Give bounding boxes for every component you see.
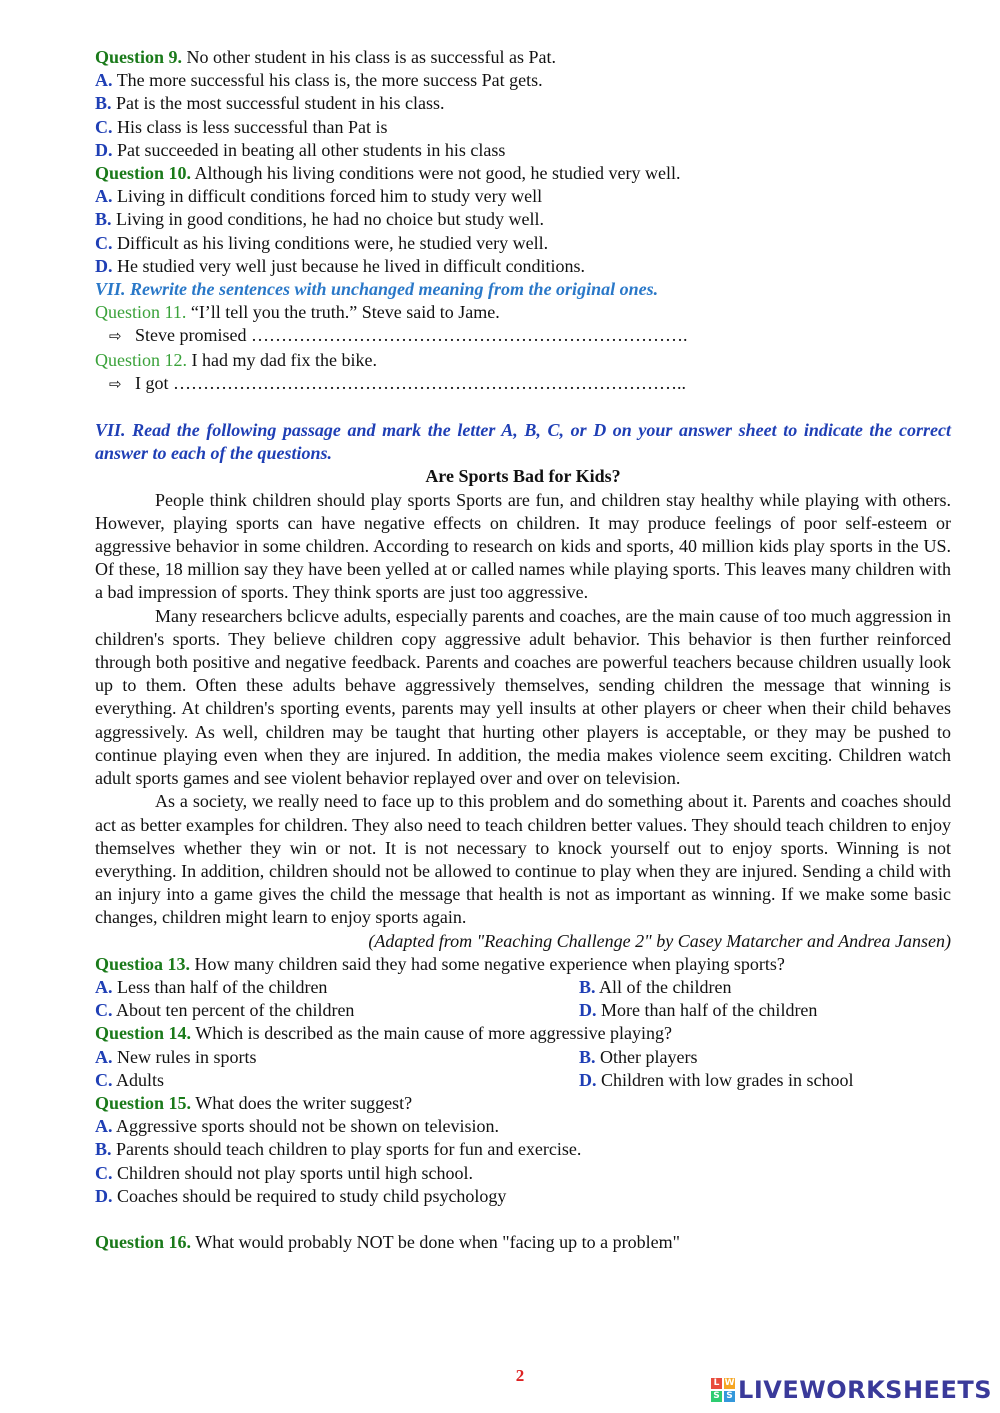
option-d[interactable]	[579, 999, 817, 1022]
option-a[interactable]	[95, 976, 579, 999]
option-a[interactable]	[95, 1115, 951, 1138]
option-text: Other players	[600, 1046, 698, 1067]
option-d[interactable]	[95, 1185, 951, 1208]
option-text: Less than half of the children	[117, 976, 328, 997]
option-letter: D.	[95, 255, 113, 276]
question-number: Questioa 13.	[95, 953, 191, 974]
question-13	[95, 953, 951, 976]
option-text: Living in difficult conditions forced him to study very well	[117, 186, 543, 207]
answer-line[interactable]	[95, 324, 951, 348]
option-text: Pat is the most successful student in his class.	[116, 93, 445, 114]
logo-mark-icon	[711, 1378, 735, 1402]
option-text: The more successful his class is, the more success Pat gets.	[116, 70, 543, 91]
question-number: Question 12.	[95, 349, 187, 370]
question-number: Question 16.	[95, 1231, 192, 1252]
option-letter: D.	[579, 1000, 597, 1021]
option-c[interactable]	[95, 116, 951, 139]
question-number: Question 14.	[95, 1023, 192, 1044]
option-letter: B.	[95, 209, 112, 230]
option-letter: B.	[579, 1046, 596, 1067]
question-stem: Which is described as the main cause of more aggressive playing?	[195, 1023, 673, 1044]
question-stem: What does the writer suggest?	[195, 1092, 413, 1113]
option-text: Aggressive sports should not be shown on television.	[116, 1116, 499, 1137]
page-number: 2	[515, 1366, 525, 1385]
question-stem: No other student in his class is as successful as Pat.	[186, 47, 556, 67]
option-letter: C.	[95, 1162, 113, 1183]
options-row	[95, 1046, 951, 1069]
option-c[interactable]	[95, 999, 579, 1022]
options-row	[95, 976, 951, 999]
options-row	[95, 1069, 951, 1092]
option-d[interactable]	[579, 1069, 853, 1092]
logo-mark-tile: S	[711, 1391, 722, 1402]
option-text: More than half of the children	[601, 1000, 818, 1021]
question-12	[95, 349, 951, 372]
option-letter: D.	[95, 139, 113, 160]
option-letter: D.	[579, 1069, 597, 1090]
option-b[interactable]	[579, 1046, 697, 1069]
option-text: Adults	[116, 1069, 165, 1090]
section-heading-reading: VII. Read the following passage and mark the letter A, B, C, or D on your answer sheet to indicate the correct answer to each of the questions.	[95, 420, 951, 464]
option-letter: B.	[95, 1139, 112, 1160]
question-11	[95, 301, 951, 324]
option-text: All of the children	[599, 976, 732, 997]
question-number: Question 10.	[95, 163, 192, 184]
question-10	[95, 162, 951, 185]
logo-text: LIVEWORKSHEETS	[738, 1376, 992, 1404]
option-letter: B.	[95, 93, 112, 114]
spacer	[95, 1208, 951, 1231]
option-text: Coaches should be required to study child psychology	[117, 1185, 507, 1206]
option-a[interactable]	[95, 1046, 579, 1069]
option-text: New rules in sports	[117, 1046, 257, 1067]
question-16	[95, 1231, 951, 1254]
question-stem: Although his living conditions were not good, he studied very well.	[194, 163, 681, 184]
option-letter: A.	[95, 186, 113, 207]
logo-mark-tile: L	[711, 1378, 722, 1389]
question-number: Question 9.	[95, 47, 183, 67]
answer-line[interactable]	[95, 372, 951, 396]
option-c[interactable]	[95, 1162, 951, 1185]
option-letter: C.	[95, 1069, 113, 1090]
question-15	[95, 1092, 951, 1115]
logo-mark-tile: S	[724, 1391, 735, 1402]
worksheet-page	[95, 46, 951, 1254]
option-text: He studied very well just because he lived in difficult conditions.	[117, 255, 586, 276]
option-text: Living in good conditions, he had no choice but study well.	[116, 209, 544, 230]
option-letter: A.	[95, 1116, 113, 1137]
option-text: Difficult as his living conditions were, he studied very well.	[117, 232, 549, 253]
option-text: Pat succeeded in beating all other students in his class	[117, 139, 506, 160]
option-text: About ten percent of the children	[116, 1000, 355, 1021]
passage-source: (Adapted from "Reaching Challenge 2" by Casey Matarcher and Andrea Jansen)	[368, 930, 951, 951]
section-heading-rewrite: VII. Rewrite the sentences with unchanged meaning from the original ones.	[95, 279, 659, 300]
answer-text: I got …………………………………………………………………………..	[135, 372, 686, 393]
question-stem: What would probably NOT be done when "facing up to a problem"	[195, 1231, 680, 1252]
option-a[interactable]	[95, 185, 951, 208]
option-c[interactable]	[95, 232, 951, 255]
question-stem: “I’ll tell you the truth.” Steve said to Jame.	[190, 302, 500, 323]
right-arrow-icon: ⇨	[109, 374, 122, 393]
option-letter: B.	[579, 976, 596, 997]
question-14	[95, 1022, 951, 1045]
liveworksheets-logo[interactable]	[711, 1376, 992, 1404]
option-letter: C.	[95, 116, 113, 137]
option-b[interactable]	[95, 92, 951, 115]
option-b[interactable]	[579, 976, 732, 999]
passage-paragraph: As a society, we really need to face up to this problem and do something about it. Parents and coaches should act as better examples for children. They also need to teach children better values. They should teach children to enjoy themselves whether they win or not. It is not necessary to knock yourself out to enjoy sports. Winning is not everything. In addition, children should not be allowed to continue to play when they are injured. Sending a child with an injury into a game gives the child the message that health is not as important as winning. If we make some basic changes, children might learn to enjoy sports again.	[95, 791, 951, 928]
answer-text: Steve promised ……………………………………………………………….	[135, 325, 688, 346]
option-text: Parents should teach children to play sports for fun and exercise.	[116, 1139, 582, 1160]
option-c[interactable]	[95, 1069, 579, 1092]
spacer	[95, 396, 951, 419]
option-letter: A.	[95, 70, 113, 91]
option-d[interactable]	[95, 139, 951, 162]
passage-paragraph: Many researchers bclicve adults, especially parents and coaches, are the main cause of too much aggression in children's sports. They believe children copy aggressive adult behavior. This behavior is then further reinforced through both positive and negative feedback. Parents and coaches are powerful teachers because children usually look up to them. Often these adults behave aggressively themselves, sending children the message that winning is everything. At children's sporting events, parents may yell insults at other players or cheer when their child behaves aggressively. As well, children may be taught that hurting other players is acceptable, or they may be pushed to continue playing even when they are injured. In addition, the media makes violence seem exciting. Children watch adult sports games and see violent behavior replayed over and over on television.	[95, 605, 951, 789]
passage-paragraph: People think children should play sports Sports are fun, and children stay healthy while playing with others. However, playing sports can have negative effects on children. It may produce feelings of poor self-esteem or aggressive behavior in some children. According to research on kids and sports, 40 million kids play sports in the US. Of these, 18 million say they have been yelled at or called names while playing sports. This leaves many children with a bad impression of sports. They think sports are just too aggressive.	[95, 489, 951, 603]
options-row	[95, 999, 951, 1022]
option-letter: A.	[95, 976, 113, 997]
question-number: Question 15.	[95, 1092, 192, 1113]
question-stem: I had my dad fix the bike.	[191, 349, 377, 370]
option-d[interactable]	[95, 255, 951, 278]
passage-title: Are Sports Bad for Kids?	[425, 466, 621, 487]
option-text: Children with low grades in school	[601, 1069, 854, 1090]
option-letter: A.	[95, 1046, 113, 1067]
option-text: His class is less successful than Pat is	[117, 116, 388, 137]
option-text: Children should not play sports until high school.	[117, 1162, 473, 1183]
option-b[interactable]	[95, 1138, 951, 1161]
logo-mark-tile: W	[724, 1378, 735, 1388]
option-b[interactable]	[95, 208, 951, 231]
question-number: Question 11.	[95, 302, 187, 323]
option-a[interactable]	[95, 69, 951, 92]
option-letter: C.	[95, 232, 113, 253]
option-letter: C.	[95, 1000, 113, 1021]
option-letter: D.	[95, 1185, 113, 1206]
question-stem: How many children said they had some negative experience when playing sports?	[194, 953, 785, 974]
question-9	[95, 46, 951, 69]
right-arrow-icon: ⇨	[109, 327, 122, 346]
